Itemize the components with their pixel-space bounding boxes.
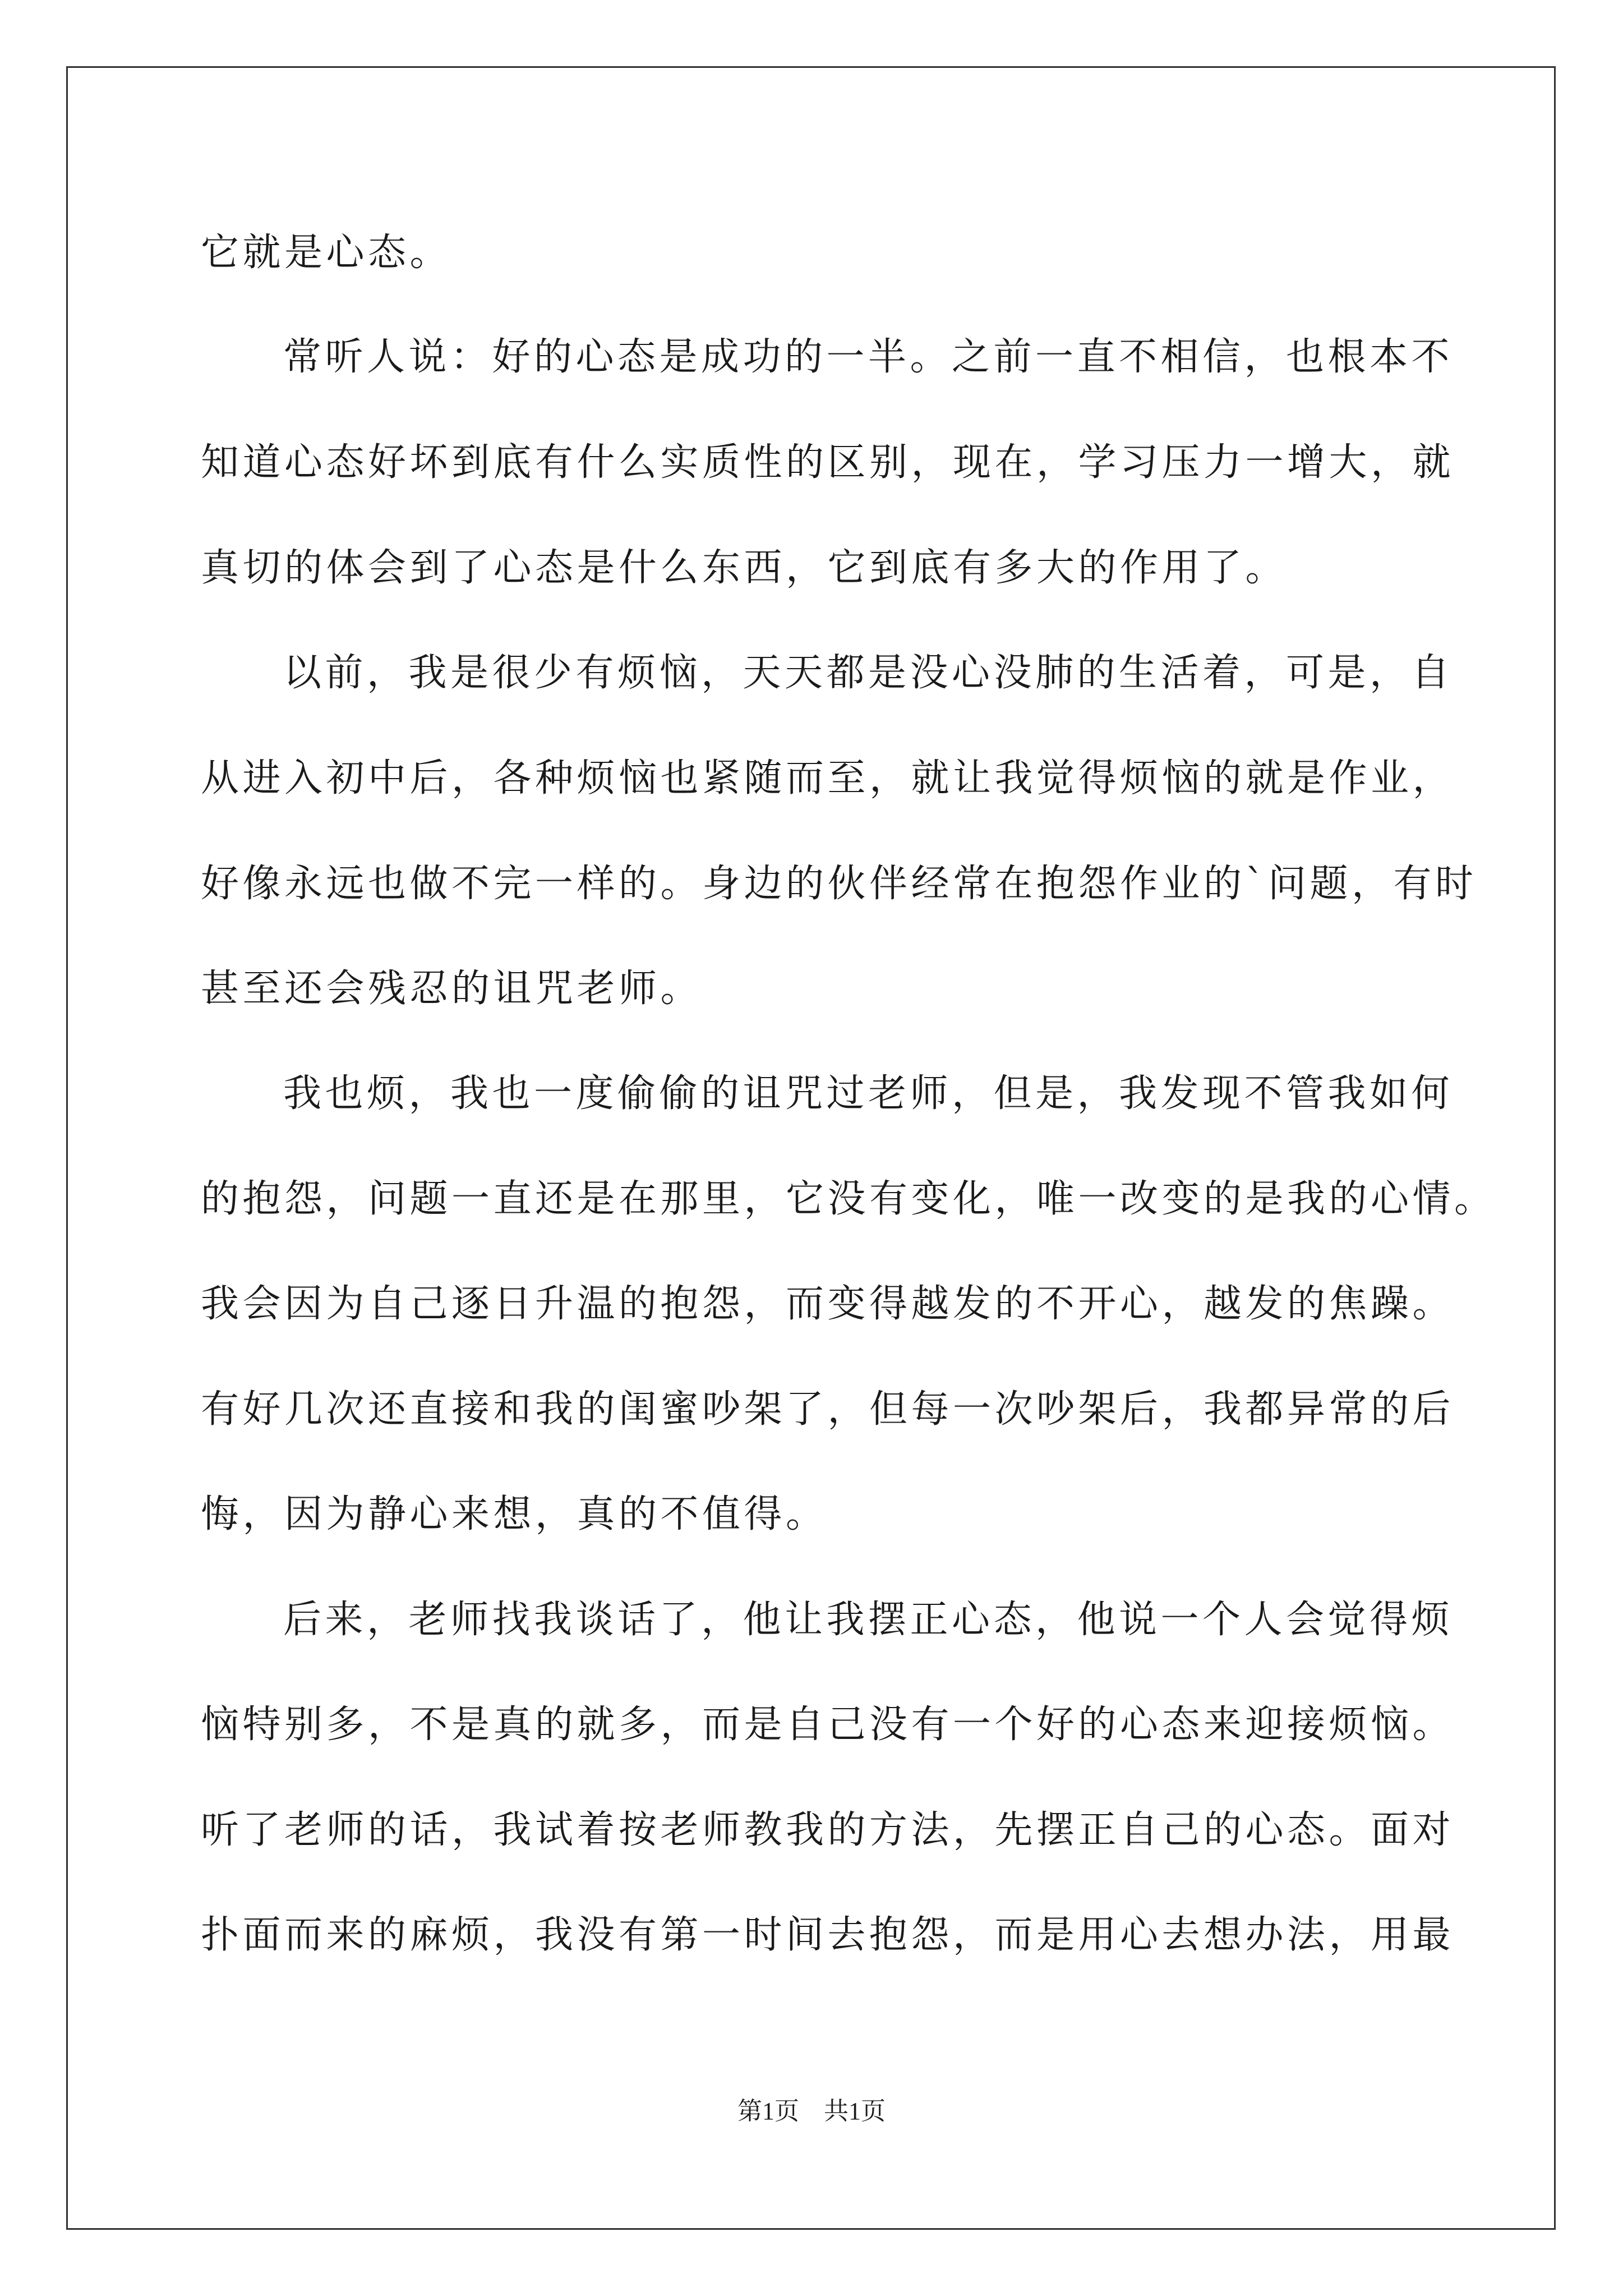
page-number-total: 共1页	[824, 2097, 886, 2125]
text-line: 听了老师的话，我试着按老师教我的方法，先摆正自己的心态。面对	[201, 1808, 1455, 1852]
text-line: 的抱怨，问题一直还是在那里，它没有变化，唯一改变的是我的心情。	[201, 1177, 1496, 1221]
text-line: 后来，老师找我谈话了，他让我摆正心态，他说一个人会觉得烦	[283, 1598, 1454, 1642]
text-line: 恼特别多，不是真的就多，而是自己没有一个好的心态来迎接烦恼。	[201, 1703, 1455, 1747]
text-line: 知道心态好坏到底有什么实质性的区别，现在，学习压力一增大，就	[201, 440, 1455, 485]
text-line: 常听人说：好的心态是成功的一半。之前一直不相信，也根本不	[283, 335, 1454, 379]
text-line: 有好几次还直接和我的闺蜜吵架了，但每一次吵架后，我都异常的后	[201, 1387, 1455, 1432]
text-line: 以前，我是很少有烦恼，天天都是没心没肺的生活着，可是，自	[283, 651, 1454, 695]
text-line: 甚至还会残忍的诅咒老师。	[201, 967, 703, 1011]
text-line: 好像永远也做不完一样的。身边的伙伴经常在抱怨作业的`问题，有时	[201, 862, 1477, 906]
text-line: 从进入初中后，各种烦恼也紧随而至，就让我觉得烦恼的就是作业，	[201, 756, 1455, 800]
text-line: 真切的体会到了心态是什么东西，它到底有多大的作用了。	[201, 546, 1288, 590]
page-number-current: 第1页	[737, 2097, 799, 2125]
text-line: 它就是心态。	[201, 231, 452, 275]
text-line: 我也烦，我也一度偷偷的诅咒过老师，但是，我发现不管我如何	[283, 1071, 1454, 1116]
text-line: 扑面而来的麻烦，我没有第一时间去抱怨，而是用心去想办法，用最	[201, 1913, 1455, 1957]
text-line: 悔，因为静心来想，真的不值得。	[201, 1492, 828, 1536]
text-line: 我会因为自己逐日升温的抱怨，而变得越发的不开心，越发的焦躁。	[201, 1282, 1455, 1326]
page-footer	[0, 2095, 1623, 2128]
